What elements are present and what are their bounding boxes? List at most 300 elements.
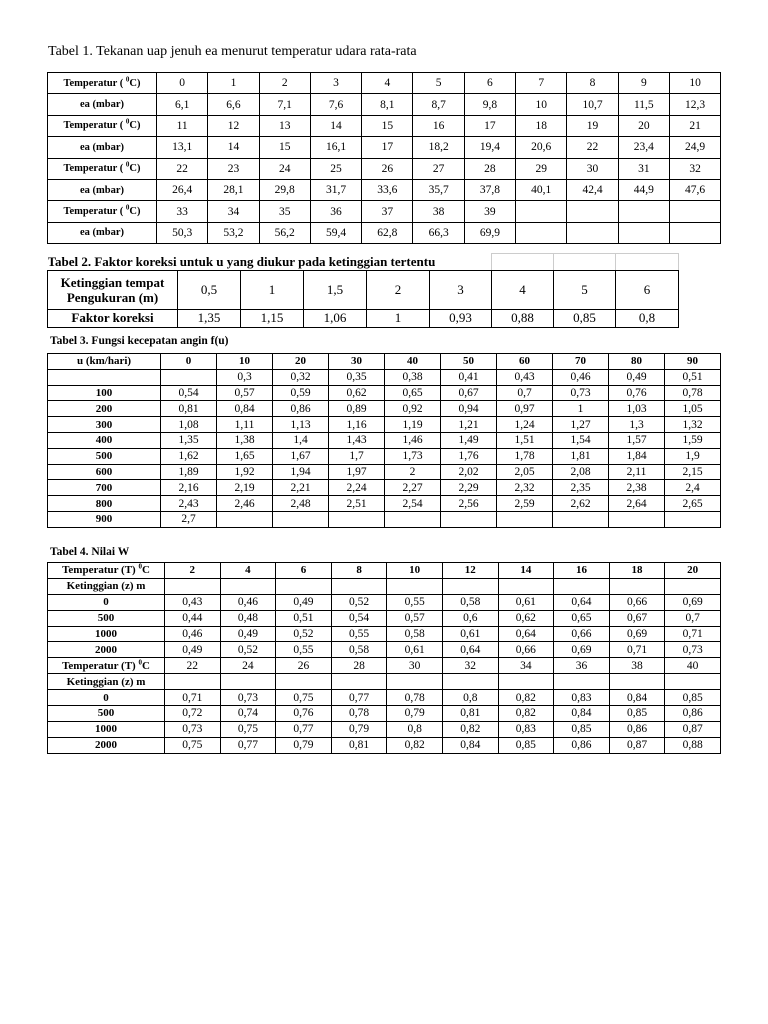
table3-cell: 2,7 bbox=[161, 511, 217, 527]
table1-temp-label-unit: C) bbox=[129, 206, 141, 218]
table4-temp-label bbox=[48, 658, 165, 674]
table1-ea-cell: 16,1 bbox=[310, 137, 361, 158]
table4-cell: 0,87 bbox=[609, 737, 665, 753]
table3-cell: 2,56 bbox=[441, 496, 497, 512]
table1-ea-cell: 9,8 bbox=[464, 94, 515, 115]
table3-cell: 2,38 bbox=[609, 480, 665, 496]
table3-cell: 0,32 bbox=[273, 369, 329, 385]
table4-cell: 0,64 bbox=[554, 594, 610, 610]
table4-cell: 0,82 bbox=[498, 706, 554, 722]
table4-cell: 0,72 bbox=[165, 706, 221, 722]
table4-cell: 0,82 bbox=[442, 721, 498, 737]
table1-ea-cell: 7,6 bbox=[310, 94, 361, 115]
table2-empty-cell bbox=[492, 254, 554, 271]
table1-ea-cell: 31,7 bbox=[310, 179, 361, 200]
table4-empty-cell bbox=[442, 578, 498, 594]
table3-cell bbox=[273, 511, 329, 527]
table1-ea-label: ea (mbar) bbox=[48, 222, 157, 243]
table3-cell: 2,32 bbox=[497, 480, 553, 496]
table4-empty-cell bbox=[276, 674, 332, 690]
table4-cell: 0,78 bbox=[331, 706, 387, 722]
table4-empty-cell bbox=[554, 674, 610, 690]
table3-cell: 0,94 bbox=[441, 401, 497, 417]
table3-caption: Tabel 3. Fungsi kecepatan angin f(u) bbox=[50, 335, 229, 347]
table4-cell: 0,87 bbox=[665, 721, 721, 737]
table4-row-label: 0 bbox=[48, 594, 165, 610]
table3-col-header: 60 bbox=[497, 354, 553, 370]
table1-ea-cell: 7,1 bbox=[259, 94, 310, 115]
table3-cell: 0,65 bbox=[385, 385, 441, 401]
table3-cell: 1,19 bbox=[385, 417, 441, 433]
table3-cell bbox=[217, 511, 273, 527]
table4-cell: 0,67 bbox=[609, 610, 665, 626]
table3-row bbox=[48, 432, 721, 448]
table3-cell: 1,13 bbox=[273, 417, 329, 433]
table3-cell: 2,24 bbox=[329, 480, 385, 496]
table1-temp-cell: 19 bbox=[567, 115, 618, 136]
table3-cell: 2,21 bbox=[273, 480, 329, 496]
table1-ea-cell: 8,1 bbox=[362, 94, 413, 115]
table1-temp-cell: 11 bbox=[157, 115, 208, 136]
table4-empty-cell bbox=[665, 578, 721, 594]
table3-cell: 1,89 bbox=[161, 464, 217, 480]
table4-cell: 0,85 bbox=[498, 737, 554, 753]
table4-cell: 0,66 bbox=[554, 626, 610, 642]
table3-cell: 1,38 bbox=[217, 432, 273, 448]
table3-cell bbox=[497, 511, 553, 527]
table4-cell: 0,86 bbox=[609, 721, 665, 737]
table3-cell: 2,29 bbox=[441, 480, 497, 496]
table1-temp-label-text: Temperatur ( bbox=[63, 206, 126, 218]
table4-cell: 0,52 bbox=[276, 626, 332, 642]
table4-temp-cell: 26 bbox=[276, 658, 332, 674]
table3-cell: 0,84 bbox=[217, 401, 273, 417]
table3-cell: 0,7 bbox=[497, 385, 553, 401]
table4-empty-cell bbox=[387, 578, 443, 594]
table3-cell: 1,03 bbox=[609, 401, 665, 417]
table3-cell: 0,38 bbox=[385, 369, 441, 385]
table4-cell: 0,62 bbox=[498, 610, 554, 626]
table1-ea-cell: 69,9 bbox=[464, 222, 515, 243]
table3-cell: 1,94 bbox=[273, 464, 329, 480]
table4-cell: 0,8 bbox=[387, 721, 443, 737]
table4-temp-label-unit: C bbox=[141, 659, 150, 672]
table3-cell: 1,08 bbox=[161, 417, 217, 433]
table1-ea-cell bbox=[516, 222, 567, 243]
table4-row bbox=[48, 706, 721, 722]
table4-height-label: Ketinggian (z) m bbox=[48, 674, 165, 690]
table4-temp-cell: 32 bbox=[442, 658, 498, 674]
table3 bbox=[47, 353, 721, 528]
table4-cell: 0,79 bbox=[387, 706, 443, 722]
table3-cell bbox=[385, 511, 441, 527]
table2-factor-cell: 0,8 bbox=[616, 309, 679, 327]
table4-cell: 0,8 bbox=[442, 690, 498, 706]
table3-cell: 1,43 bbox=[329, 432, 385, 448]
table3-row bbox=[48, 417, 721, 433]
table4-cell: 0,82 bbox=[387, 737, 443, 753]
table3-col-header: 40 bbox=[385, 354, 441, 370]
table4-empty-cell bbox=[609, 578, 665, 594]
table4-temp-cell: 16 bbox=[554, 563, 610, 579]
table4-row bbox=[48, 737, 721, 753]
table1-temp-cell: 14 bbox=[310, 115, 361, 136]
table1-ea-row bbox=[48, 222, 721, 243]
table3-row bbox=[48, 480, 721, 496]
table3-row-label: 600 bbox=[48, 464, 161, 480]
table4-empty-cell bbox=[554, 578, 610, 594]
table1-temp-cell: 7 bbox=[516, 73, 567, 94]
table1-ea-label: ea (mbar) bbox=[48, 179, 157, 200]
table4-cell: 0,75 bbox=[220, 721, 276, 737]
table3-cell: 1,81 bbox=[553, 448, 609, 464]
table2 bbox=[47, 253, 679, 328]
table4-cell: 0,65 bbox=[554, 610, 610, 626]
table4-cell: 0,58 bbox=[442, 594, 498, 610]
table4-empty-cell bbox=[498, 674, 554, 690]
table1-temp-cell: 23 bbox=[208, 158, 259, 179]
table1-ea-cell: 22 bbox=[567, 137, 618, 158]
table4-temp-cell: 4 bbox=[220, 563, 276, 579]
table1-temp-row bbox=[48, 201, 721, 222]
table3-cell: 1,9 bbox=[665, 448, 721, 464]
table4-cell: 0,75 bbox=[165, 737, 221, 753]
table1-temp-label-unit: C) bbox=[129, 77, 141, 89]
table1-ea-cell: 35,7 bbox=[413, 179, 464, 200]
table3-row bbox=[48, 464, 721, 480]
table1-temp-label-text: Temperatur ( bbox=[63, 120, 126, 132]
table1-temp-cell: 34 bbox=[208, 201, 259, 222]
table4-cell: 0,84 bbox=[442, 737, 498, 753]
table4-cell: 0,71 bbox=[165, 690, 221, 706]
table3-cell: 1,76 bbox=[441, 448, 497, 464]
table3-cell: 0,81 bbox=[161, 401, 217, 417]
table1-ea-row bbox=[48, 94, 721, 115]
table3-cell: 0,46 bbox=[553, 369, 609, 385]
table4-temp-cell: 34 bbox=[498, 658, 554, 674]
table4-cell: 0,77 bbox=[220, 737, 276, 753]
table4-cell: 0,52 bbox=[220, 642, 276, 658]
table4-row-label: 500 bbox=[48, 610, 165, 626]
table4-row bbox=[48, 610, 721, 626]
table4-cell: 0,48 bbox=[220, 610, 276, 626]
table3-cell: 0,3 bbox=[217, 369, 273, 385]
table1-temp-label bbox=[48, 201, 157, 222]
table3-cell: 1,32 bbox=[665, 417, 721, 433]
table3-row-label: 500 bbox=[48, 448, 161, 464]
table2-height-cell: 6 bbox=[616, 270, 679, 309]
table4-temp-cell: 40 bbox=[665, 658, 721, 674]
table4-empty-cell bbox=[609, 674, 665, 690]
table4-row-label: 2000 bbox=[48, 642, 165, 658]
table1-temp-cell: 16 bbox=[413, 115, 464, 136]
table2-factor-cell: 1 bbox=[367, 309, 430, 327]
table2-factor-cell: 0,93 bbox=[430, 309, 492, 327]
table4-row-label: 500 bbox=[48, 706, 165, 722]
table3-cell: 1,05 bbox=[665, 401, 721, 417]
table4-height-label-row bbox=[48, 578, 721, 594]
table3-cell: 2,11 bbox=[609, 464, 665, 480]
table3-row-label: 200 bbox=[48, 401, 161, 417]
table3-cell: 1,46 bbox=[385, 432, 441, 448]
table1-temp-cell: 3 bbox=[310, 73, 361, 94]
table3-row bbox=[48, 369, 721, 385]
table4-cell: 0,6 bbox=[442, 610, 498, 626]
table1-ea-cell: 53,2 bbox=[208, 222, 259, 243]
table4-cell: 0,55 bbox=[331, 626, 387, 642]
table2-height-cell: 2 bbox=[367, 270, 430, 309]
table3-row-label: 900 bbox=[48, 511, 161, 527]
table4-temp-label-text: Temperatur (T) bbox=[62, 564, 139, 577]
table4-temp-cell: 14 bbox=[498, 563, 554, 579]
table1-temp-cell: 21 bbox=[669, 115, 720, 136]
table4-height-label-row bbox=[48, 674, 721, 690]
table3-cell: 1,97 bbox=[329, 464, 385, 480]
table1-temp-cell: 1 bbox=[208, 73, 259, 94]
table4-temp-cell: 24 bbox=[220, 658, 276, 674]
table4-cell: 0,78 bbox=[387, 690, 443, 706]
table1-ea-cell: 15 bbox=[259, 137, 310, 158]
table4-empty-cell bbox=[387, 674, 443, 690]
table4-temp-row bbox=[48, 563, 721, 579]
table4-temp-cell: 6 bbox=[276, 563, 332, 579]
table3-cell: 2,62 bbox=[553, 496, 609, 512]
table1-ea-cell: 6,6 bbox=[208, 94, 259, 115]
table4-cell: 0,71 bbox=[609, 642, 665, 658]
table4-empty-cell bbox=[665, 674, 721, 690]
table4-temp-cell: 18 bbox=[609, 563, 665, 579]
table1-temp-cell bbox=[567, 201, 618, 222]
table1-temp-label-text: Temperatur ( bbox=[63, 77, 126, 89]
table4-temp-cell: 30 bbox=[387, 658, 443, 674]
table4-temp-label-sup: 0 bbox=[138, 562, 142, 571]
table3-cell: 0,51 bbox=[665, 369, 721, 385]
table3-cell bbox=[553, 511, 609, 527]
table1-temp-label-sup: 0 bbox=[125, 160, 130, 169]
table3-cell: 1,65 bbox=[217, 448, 273, 464]
table1-temp-cell: 36 bbox=[310, 201, 361, 222]
table1-ea-cell: 42,4 bbox=[567, 179, 618, 200]
table1-temp-cell: 26 bbox=[362, 158, 413, 179]
table3-corner-label: u (km/hari) bbox=[48, 354, 161, 370]
table3-cell: 0,76 bbox=[609, 385, 665, 401]
table4-cell: 0,57 bbox=[387, 610, 443, 626]
table3-cell: 1,92 bbox=[217, 464, 273, 480]
table4-temp-cell: 2 bbox=[165, 563, 221, 579]
table3-col-header: 10 bbox=[217, 354, 273, 370]
table1-ea-cell bbox=[618, 222, 669, 243]
table1-temp-cell: 10 bbox=[669, 73, 720, 94]
table4-cell: 0,84 bbox=[554, 706, 610, 722]
table4-empty-cell bbox=[276, 578, 332, 594]
table1-temp-cell: 32 bbox=[669, 158, 720, 179]
table4-empty-cell bbox=[498, 578, 554, 594]
table3-cell: 0,92 bbox=[385, 401, 441, 417]
table1-ea-cell: 62,8 bbox=[362, 222, 413, 243]
table4-row-label: 1000 bbox=[48, 626, 165, 642]
table3-cell bbox=[329, 511, 385, 527]
table4-temp-cell: 38 bbox=[609, 658, 665, 674]
table1-temp-cell: 27 bbox=[413, 158, 464, 179]
table3-col-header: 20 bbox=[273, 354, 329, 370]
table1-ea-cell: 10 bbox=[516, 94, 567, 115]
table3-col-header: 80 bbox=[609, 354, 665, 370]
table3-cell: 2,16 bbox=[161, 480, 217, 496]
table3-cell: 0,57 bbox=[217, 385, 273, 401]
table4-cell: 0,84 bbox=[609, 690, 665, 706]
table2-factor-cell: 1,06 bbox=[304, 309, 367, 327]
table4-empty-cell bbox=[220, 578, 276, 594]
table4-cell: 0,7 bbox=[665, 610, 721, 626]
table4-caption: Tabel 4. Nilai W bbox=[50, 546, 130, 558]
table3-header-row bbox=[48, 354, 721, 370]
table4-cell: 0,64 bbox=[498, 626, 554, 642]
table1-temp-label-unit: C) bbox=[129, 120, 141, 132]
table1-ea-cell: 37,8 bbox=[464, 179, 515, 200]
table3-cell: 2,48 bbox=[273, 496, 329, 512]
table3-cell: 1,21 bbox=[441, 417, 497, 433]
table4-cell: 0,82 bbox=[498, 690, 554, 706]
table1-ea-cell: 18,2 bbox=[413, 137, 464, 158]
table3-cell: 1,3 bbox=[609, 417, 665, 433]
table1-temp-cell: 6 bbox=[464, 73, 515, 94]
table4-cell: 0,49 bbox=[165, 642, 221, 658]
table1-temp-cell: 31 bbox=[618, 158, 669, 179]
table4-cell: 0,61 bbox=[387, 642, 443, 658]
table1-ea-cell: 56,2 bbox=[259, 222, 310, 243]
table1-temp-cell: 0 bbox=[157, 73, 208, 94]
table4-cell: 0,73 bbox=[665, 642, 721, 658]
table2-height-cell: 1 bbox=[241, 270, 304, 309]
table4-cell: 0,85 bbox=[665, 690, 721, 706]
table4-cell: 0,83 bbox=[498, 721, 554, 737]
table2-caption: Tabel 2. Faktor koreksi untuk u yang diukur pada ketinggian tertentu bbox=[48, 254, 492, 271]
table3-cell bbox=[441, 511, 497, 527]
table3-cell: 1,7 bbox=[329, 448, 385, 464]
table1-ea-cell: 40,1 bbox=[516, 179, 567, 200]
table1-ea-cell: 19,4 bbox=[464, 137, 515, 158]
table3-cell: 1,16 bbox=[329, 417, 385, 433]
table4-cell: 0,43 bbox=[165, 594, 221, 610]
table4-row-label: 1000 bbox=[48, 721, 165, 737]
table3-cell: 1,62 bbox=[161, 448, 217, 464]
table4-row-label: 2000 bbox=[48, 737, 165, 753]
table3-cell: 1,35 bbox=[161, 432, 217, 448]
table3-cell: 1,11 bbox=[217, 417, 273, 433]
table3-cell: 2,59 bbox=[497, 496, 553, 512]
table3-col-header: 0 bbox=[161, 354, 217, 370]
table1-temp-cell: 20 bbox=[618, 115, 669, 136]
table1-temp-label bbox=[48, 73, 157, 94]
table1-temp-cell: 35 bbox=[259, 201, 310, 222]
table4-cell: 0,49 bbox=[276, 594, 332, 610]
table1-ea-row bbox=[48, 137, 721, 158]
table4-empty-cell bbox=[165, 674, 221, 690]
table4-temp-label-text: Temperatur (T) bbox=[62, 659, 139, 672]
table4-empty-cell bbox=[442, 674, 498, 690]
table1-temp-cell: 18 bbox=[516, 115, 567, 136]
table4-height-label: Ketinggian (z) m bbox=[48, 578, 165, 594]
table4-cell: 0,79 bbox=[276, 737, 332, 753]
table1-ea-cell: 28,1 bbox=[208, 179, 259, 200]
table3-col-header: 30 bbox=[329, 354, 385, 370]
table4-temp-cell: 28 bbox=[331, 658, 387, 674]
table3-cell: 2,05 bbox=[497, 464, 553, 480]
table4-cell: 0,77 bbox=[331, 690, 387, 706]
table2-height-cell: 3 bbox=[430, 270, 492, 309]
table3-cell bbox=[609, 511, 665, 527]
table3-cell: 1,59 bbox=[665, 432, 721, 448]
table1-ea-cell: 33,6 bbox=[362, 179, 413, 200]
table3-cell: 1,4 bbox=[273, 432, 329, 448]
table1-temp-label bbox=[48, 158, 157, 179]
table4-temp-cell: 8 bbox=[331, 563, 387, 579]
table3-cell bbox=[665, 511, 721, 527]
table2-factor-cell: 0,85 bbox=[554, 309, 616, 327]
table1-temp-cell: 25 bbox=[310, 158, 361, 179]
table4-row bbox=[48, 642, 721, 658]
table1-temp-cell: 29 bbox=[516, 158, 567, 179]
table3-cell: 0,35 bbox=[329, 369, 385, 385]
table1-temp-cell: 22 bbox=[157, 158, 208, 179]
table1-temp-cell bbox=[669, 201, 720, 222]
table3-cell: 2,35 bbox=[553, 480, 609, 496]
table3-col-header: 50 bbox=[441, 354, 497, 370]
table1-ea-cell: 66,3 bbox=[413, 222, 464, 243]
table4-empty-cell bbox=[165, 578, 221, 594]
table3-cell: 0,86 bbox=[273, 401, 329, 417]
table1-ea-cell: 10,7 bbox=[567, 94, 618, 115]
table1-temp-cell: 13 bbox=[259, 115, 310, 136]
table1-ea-cell: 59,4 bbox=[310, 222, 361, 243]
table4-cell: 0,66 bbox=[609, 594, 665, 610]
table1-temp-cell: 4 bbox=[362, 73, 413, 94]
table3-cell: 2,02 bbox=[441, 464, 497, 480]
table4-row bbox=[48, 721, 721, 737]
table3-cell: 2,64 bbox=[609, 496, 665, 512]
table1-ea-cell: 24,9 bbox=[669, 137, 720, 158]
table3-cell: 1,84 bbox=[609, 448, 665, 464]
table1-temp-cell: 38 bbox=[413, 201, 464, 222]
table2-height-label bbox=[48, 270, 178, 309]
table3-cell: 0,41 bbox=[441, 369, 497, 385]
table3-cell: 0,89 bbox=[329, 401, 385, 417]
table4-cell: 0,49 bbox=[220, 626, 276, 642]
table1-ea-cell: 47,6 bbox=[669, 179, 720, 200]
table3-cell: 2,46 bbox=[217, 496, 273, 512]
table4-cell: 0,85 bbox=[554, 721, 610, 737]
table3-cell: 2,65 bbox=[665, 496, 721, 512]
table4-cell: 0,58 bbox=[331, 642, 387, 658]
table4-cell: 0,73 bbox=[165, 721, 221, 737]
table4-cell: 0,69 bbox=[554, 642, 610, 658]
table4-temp-cell: 20 bbox=[665, 563, 721, 579]
table1-temp-cell: 2 bbox=[259, 73, 310, 94]
table3-row-label: 400 bbox=[48, 432, 161, 448]
table3-cell: 0,49 bbox=[609, 369, 665, 385]
table4-cell: 0,86 bbox=[665, 706, 721, 722]
table1-temp-cell: 5 bbox=[413, 73, 464, 94]
table1-ea-cell: 50,3 bbox=[157, 222, 208, 243]
table1-temp-cell: 24 bbox=[259, 158, 310, 179]
table1-temp-cell: 37 bbox=[362, 201, 413, 222]
table2-factor-label: Faktor koreksi bbox=[48, 309, 178, 327]
table2-height-cell: 1,5 bbox=[304, 270, 367, 309]
table2-factor-cell: 0,88 bbox=[492, 309, 554, 327]
table3-cell: 1,73 bbox=[385, 448, 441, 464]
table4-cell: 0,73 bbox=[220, 690, 276, 706]
table3-cell: 0,78 bbox=[665, 385, 721, 401]
